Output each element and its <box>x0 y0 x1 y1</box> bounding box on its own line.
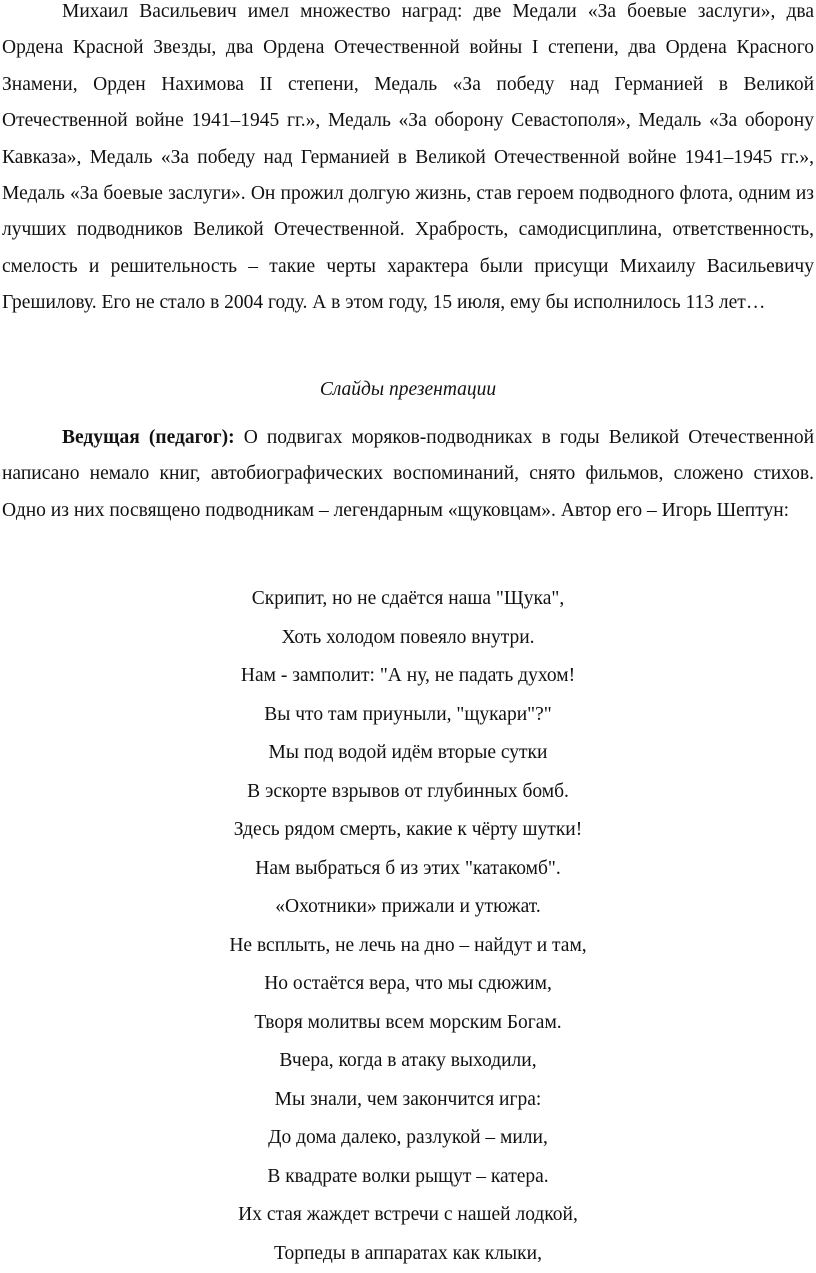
poem-line: Мы знали, чем закончится игра: <box>0 1081 816 1120</box>
poem-line: До дома далеко, разлукой – мили, <box>0 1119 816 1158</box>
intro-paragraph: Михаил Васильевич имел множество наград: две Медали «За боевые заслуги», два Ордена Красной Звезды, два Ордена Отечественной войны I степени, два Ордена Красного Знамени, Орден Нахимова II степени, Медаль «За победу над Германией в Великой Отечественной войне 1941–1945 гг.», Медаль «За оборону Севастополя», Медаль «За оборону Кавказа», Медаль «За победу над Германией в Великой Отечественной войне 1941–1945 гг.», Медаль «За боевые заслуги». Он прожил долгую жизнь, став героем подводного флота, одним из лучших подводников Великой Отечественной. Храбрость, самодисциплина, ответственность, смелость и решительность – такие черты характера были присущи Михаилу Васильевичу Грешилову. Его не стало в 2004 году. А в этом году, 15 июля, ему бы исполнилось 113 лет… <box>2 0 814 322</box>
section-heading: Слайды презентации <box>0 372 816 408</box>
poem-line: Творя молитвы всем морским Богам. <box>0 1004 816 1043</box>
poem-line: Не всплыть, не лечь на дно – найдут и там, <box>0 927 816 966</box>
poem-line: Мы под водой идём вторые сутки <box>0 734 816 773</box>
poem-line: В квадрате волки рыщут – катера. <box>0 1158 816 1197</box>
poem <box>0 580 816 1273</box>
poem-line: В эскорте взрывов от глубинных бомб. <box>0 773 816 812</box>
speaker-text: О подвигах моряков-подводниках в годы Великой Отечественной написано немало книг, автобиографических воспоминаний, снято фильмов, сложено стихов. Одно из них посвящено подводникам – легендарным «щуковцам». Автор его – Игорь Шептун: <box>2 427 814 521</box>
poem-line: Вы что там приуныли, "щукари"?" <box>0 696 816 735</box>
poem-line: «Охотники» прижали и утюжат. <box>0 888 816 927</box>
poem-line: Но остаётся вера, что мы сдюжим, <box>0 965 816 1004</box>
poem-line: Скрипит, но не сдаётся наша "Щука", <box>0 580 816 619</box>
poem-line: Нам выбраться б из этих "катакомб". <box>0 850 816 889</box>
poem-line: Торпеды в аппаратах как клыки, <box>0 1235 816 1273</box>
speaker-label: Ведущая (педагог): <box>62 427 235 448</box>
poem-line: Их стая жаждет встречи с нашей лодкой, <box>0 1196 816 1235</box>
poem-line: Здесь рядом смерть, какие к чёрту шутки! <box>0 811 816 850</box>
poem-line: Нам - замполит: "А ну, не падать духом! <box>0 657 816 696</box>
poem-line: Хоть холодом повеяло внутри. <box>0 619 816 658</box>
poem-line: Вчера, когда в атаку выходили, <box>0 1042 816 1081</box>
speaker-paragraph <box>2 420 814 529</box>
